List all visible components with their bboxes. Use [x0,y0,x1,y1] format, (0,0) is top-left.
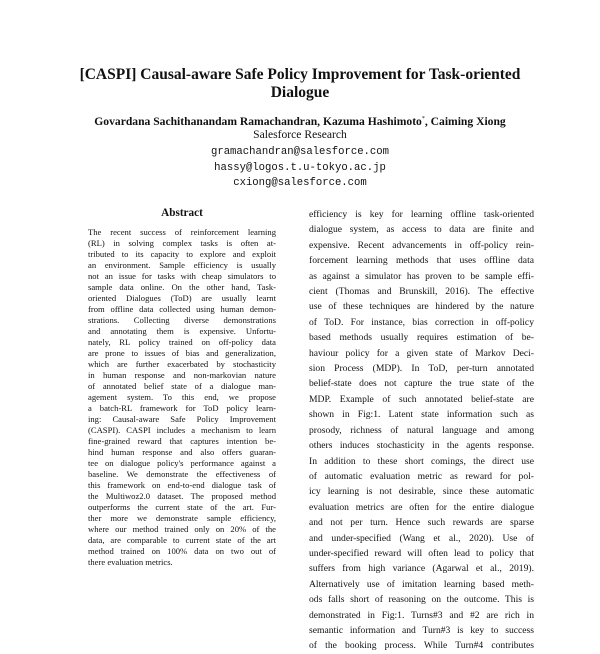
text-line: tee on dialogue policy's performance against a [88,458,276,468]
text-line: of the booking process. While Turn#4 contributes [309,640,534,652]
text-line: forcement learning methods that uses offline data [309,255,534,267]
text-line: of automatic evaluation metric as reward for pol- [309,470,534,482]
author-footnote-mark: * [421,116,425,122]
abstract-heading: Abstract [161,207,203,219]
author-list: Govardana Sachithanandam Ramachandran, Kazuma Hashimoto*, Caiming Xiong [94,114,506,128]
text-line: dialogue system, as access to data are finite and [309,224,534,236]
text-line: nately, RL policy trained on off-policy data [88,337,276,347]
text-line: agement system. To this end, we propose [88,392,276,402]
text-line: ods falls short of reasoning on the outcome. This is [309,594,534,606]
text-line: of annotated belief state of a dialogue man- [88,381,276,391]
text-line: demonstrated in Fig:1. Turns#3 and #2 are rich in [309,609,534,621]
text-line: tributed to its capacity to explore and exploit [88,249,276,259]
text-line: evaluation metrics are often for the entire dialogue [309,501,534,513]
text-line: others induces stochasticity in the agents response. [309,440,534,452]
text-line: (RL) in solving complex tasks is often at- [88,238,276,248]
text-line: there evaluation metrics. [88,557,173,567]
text-line: not an issue for tasks with cheap simulators to [88,271,276,281]
text-line: sion Process (MDP). In ToD, per-turn annotated [309,363,534,375]
text-line: which are further exacerbated by stochasticity [88,359,276,369]
email-address: cxiong@salesforce.com [233,177,367,189]
email-address: hassy@logos.t.u-tokyo.ac.jp [214,161,386,174]
text-line: (CASPI). CASPI includes a mechanism to learn [88,425,276,435]
text-line: hind human response and also offers guaran- [88,447,276,457]
text-line: haviour policy for a given state of Markov Deci- [309,347,534,359]
text-line: an environment. Sample efficiency is usually [88,260,276,270]
text-line: outperforms the current state of the art. Fur- [88,502,276,512]
email-address: gramachandran@salesforce.com [210,146,389,158]
text-line: a batch-RL framework for ToD policy learn- [88,403,276,413]
text-line: as against a simulator has proven to be sample effi- [309,270,534,282]
text-line: Alternatively use of imitation learning based meth- [309,578,534,590]
text-line: method trained on 100% data on two out of [88,546,276,556]
text-line: suffers from high variance (Agarwal et al., 2019). [309,563,534,575]
text-line: in human response and non-markovian nature [88,370,276,380]
text-line: use of these techniques are hindered by the nature [309,301,534,313]
text-line: based methods usually requires estimation of be- [309,332,534,344]
text-line: ing: Causal-aware Safe Policy Improvement [88,414,276,424]
text-line: sample data online. On the other hand, Task- [88,282,276,292]
text-line: ther more we demonstrate sample efficiency, [88,513,276,523]
text-line: where our method trained only on 20% of the [88,524,276,534]
abstract-body [88,227,276,568]
text-line: The recent success of reinforcement learning [88,227,276,237]
title-line: Dialogue [270,84,330,101]
text-line: MDP. Example of such annotated belief-state are [309,393,534,405]
paper-title [60,66,540,102]
text-line: this framework on end-to-end dialogue task of [88,480,276,490]
text-line: cient (Thomas and Brunskill, 2016). The effective [309,286,534,298]
text-line: semantic information and Turn#3 is key to success [309,624,534,636]
text-line: shown in Fig:1. Latent state information such as [309,409,534,421]
text-line: under-specified reward will often lead to policy that [309,547,534,559]
text-line: belief-state does not capture the true state of the [309,378,534,390]
introduction-column [309,207,534,654]
text-line: oriented Dialogues (ToD) are usually learnt [88,293,276,303]
text-line: of ToD. For instance, bias correction in off-policy [309,316,534,328]
text-line: and annotating them is expensive. Unfortu- [88,326,276,336]
text-line: efficiency is key for learning offline task-oriented [309,209,534,220]
text-line: from offline data collected using human demon- [88,304,276,314]
text-line: and not per turn. Hence such rewards are sparse [309,517,534,529]
text-line: strations. Collecting diverse demonstrations [88,315,276,325]
affiliation: Salesforce Research [253,128,347,141]
text-line: baseline. We demonstrate the effectiveness of [88,469,276,479]
text-line: fine-grained reward that captures intention be- [88,436,276,446]
text-line: data, are comparable to current state of the art [88,535,276,545]
text-line: are prone to issues of bias and generalization, [88,348,276,358]
text-line: the Multiwoz2.0 dataset. The proposed method [88,491,276,501]
text-line: expensive. Recent advancements in off-policy rein- [309,239,534,251]
text-line: icy learning is not desirable, since these automatic [309,486,534,498]
text-line: and under-specified (Wang et al., 2020). Use of [309,532,534,544]
title-line: [CASPI] Causal-aware Safe Policy Improvement for Task-oriented [79,66,521,83]
text-line: In addition to these short comings, the direct use [309,455,534,467]
email-list [40,145,560,192]
text-line: prosody, richness of natural language and among [309,424,534,436]
